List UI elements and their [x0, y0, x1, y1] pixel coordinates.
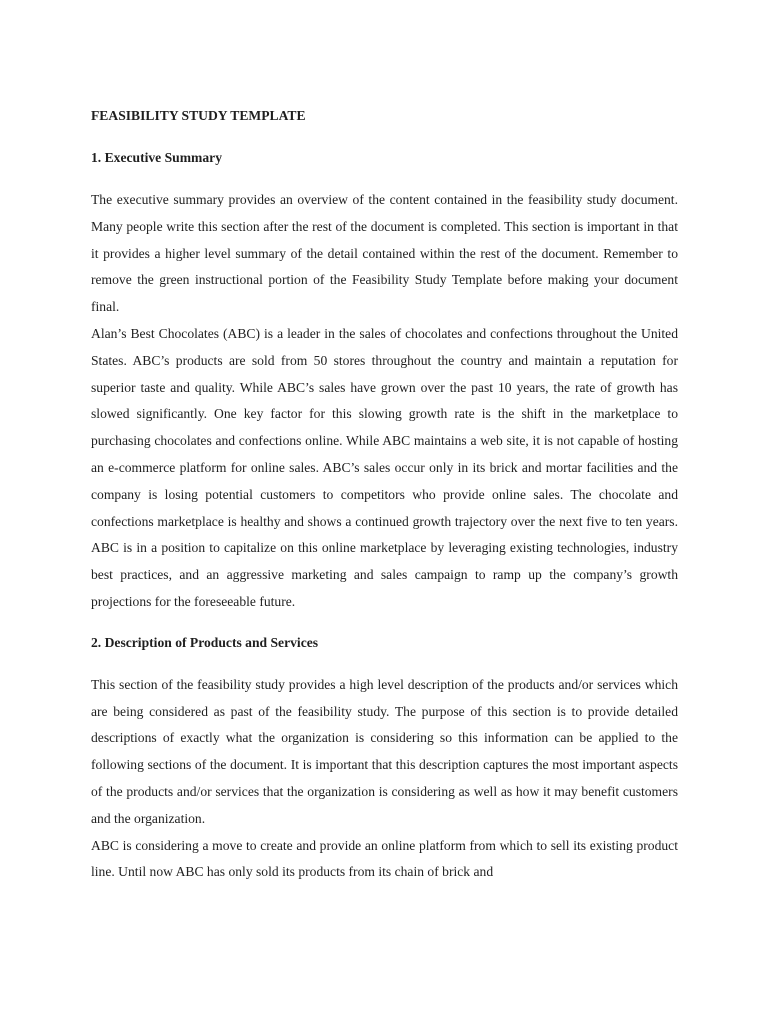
- paragraph-instructions: The executive summary provides an overview of the content contained in the feasibility study document. Many people write this section after the rest of the document is completed. This section is important in that it provides a higher level summary of the detail contained within the rest of the document. Remember to remove the green instructional portion of the Feasibility Study Template before making your document final.: [91, 192, 678, 315]
- paragraph-instructions: This section of the feasibility study provides a high level description of the products and/or services which are being considered as past of the feasibility study. The purpose of this section is to provide detailed descriptions of exactly what the organization is considering so this information can be applied to the following sections of the document. It is important that this description captures the most important aspects of the products and/or services that the organization is considering as well as how it may benefit customers and the organization.: [91, 676, 678, 826]
- document-body: [91, 106, 678, 886]
- section-heading: 2. Description of Products and Services: [91, 634, 319, 650]
- section-heading: 1. Executive Summary: [91, 150, 223, 165]
- section-description-products-services: [91, 633, 678, 886]
- section-executive-summary: [91, 148, 678, 616]
- paragraph-body: Alan’s Best Chocolates (ABC) is a leader in the sales of chocolates and confections throughout the United States. ABC’s products are sold from 50 stores throughout the country and maintain a reputation for superior taste and quality. While ABC’s sales have grown over the past 10 years, the rate of growth has slowed significantly. One key factor for this slowing growth rate is the shift in the marketplace to purchasing chocolates and confections online. While ABC maintains a web site, it is not capable of hosting an e-commerce platform for online sales. ABC’s sales occur only in its brick and mortar facilities and the company is losing potential customers to competitors who provide online sales. The chocolate and confections marketplace is healthy and shows a continued growth trajectory over the next five to ten years. ABC is in a position to capitalize on this online marketplace by leveraging existing technologies, industry best practices, and an aggressive marketing and sales campaign to ramp up the company’s growth projections for the foreseeable future.: [91, 325, 678, 609]
- document-title: FEASIBILITY STUDY TEMPLATE: [91, 108, 306, 123]
- paragraph-body: ABC is considering a move to create and provide an online platform from which to sell its existing product line. Until now ABC has only sold its products from its chain of brick and: [91, 837, 678, 880]
